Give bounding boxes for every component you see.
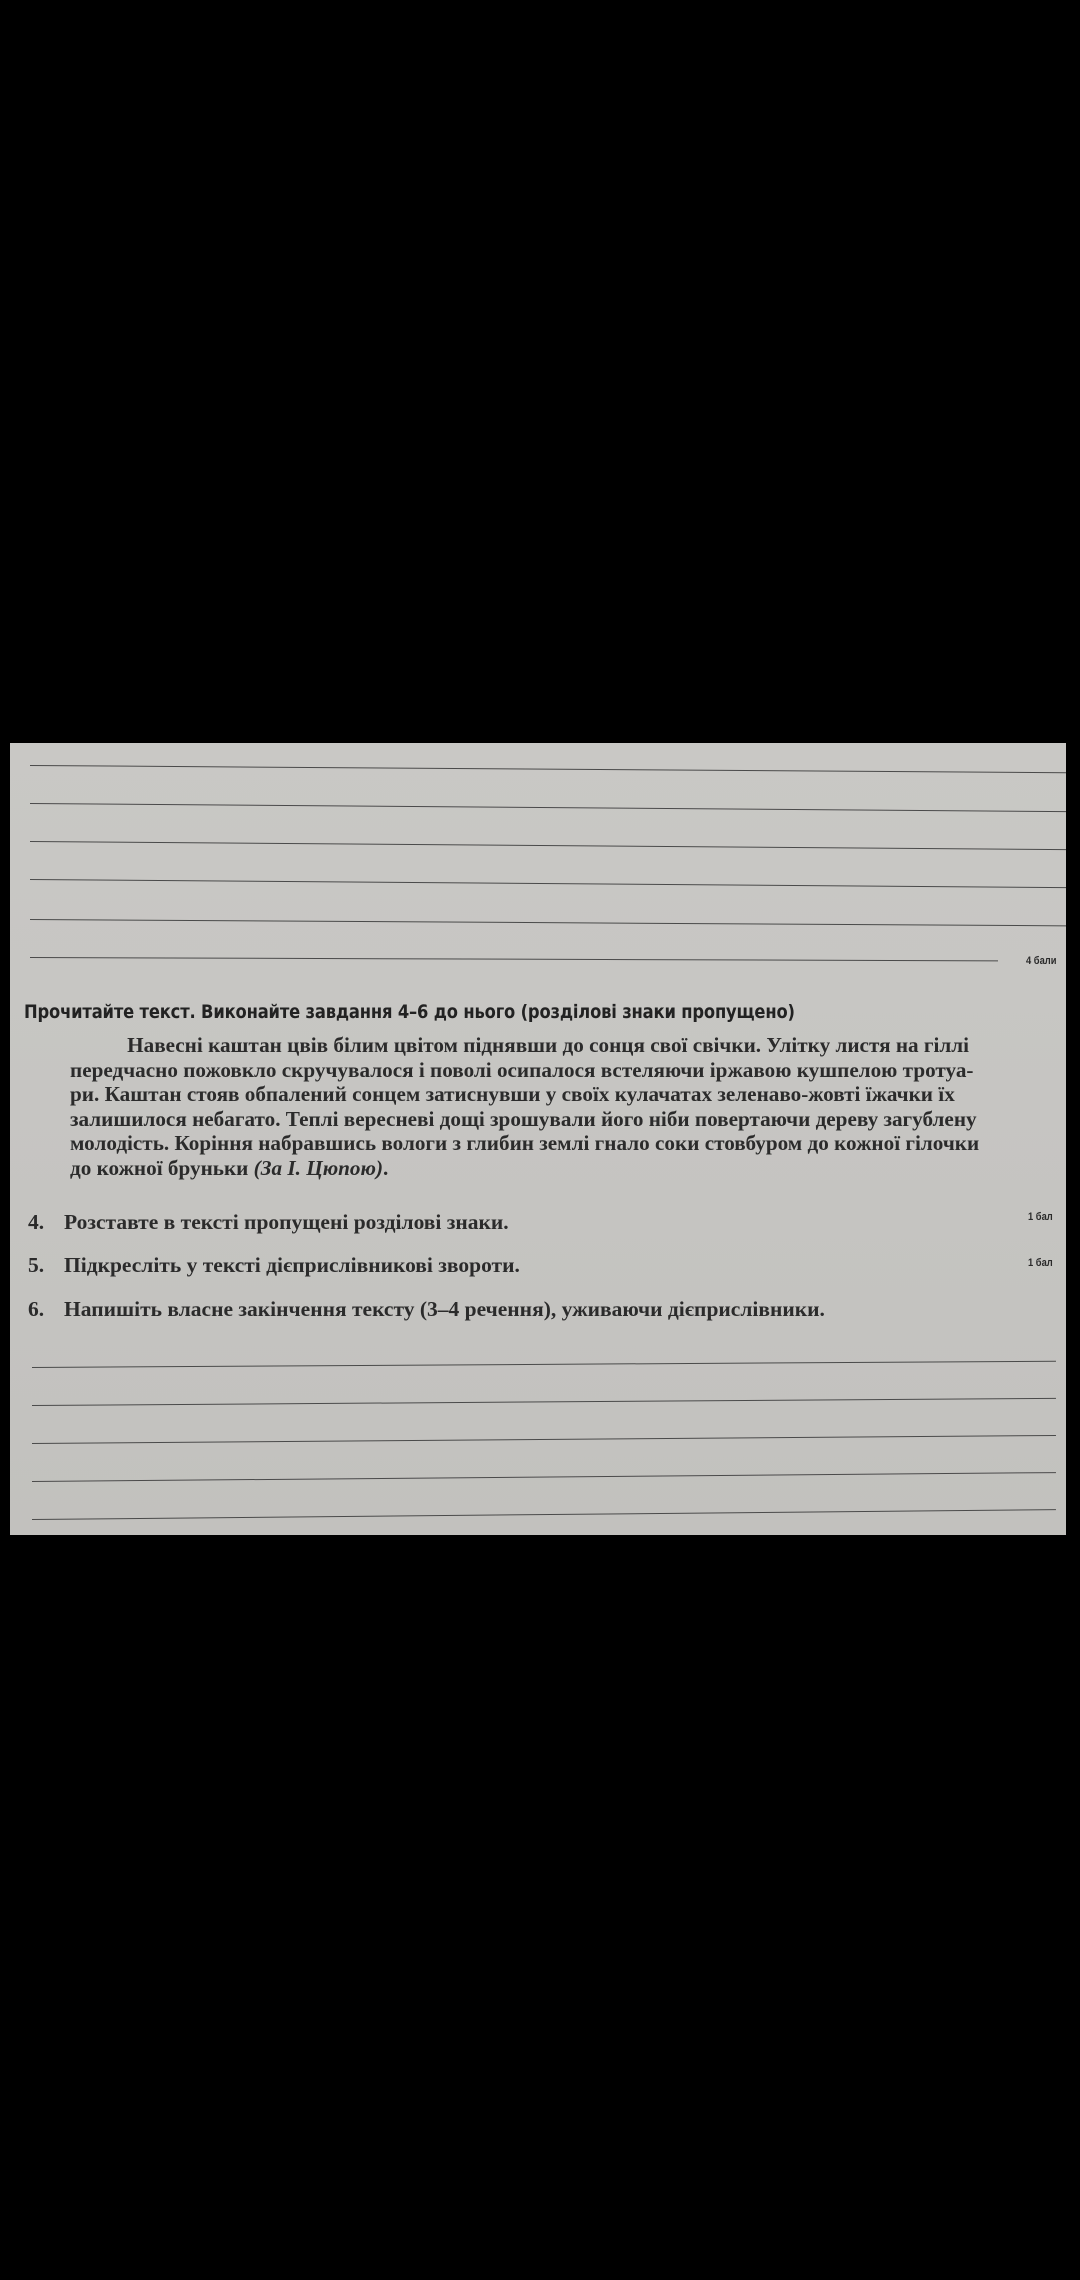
task-number: 6. <box>28 1297 45 1321</box>
passage-last-line <box>70 1156 1059 1181</box>
task-text: Розставте в тексті пропущені розділові знаки. <box>64 1210 509 1234</box>
answer-line <box>30 957 998 961</box>
score-task-4: 1 бал <box>1028 1211 1053 1223</box>
answer-line <box>32 1361 1056 1368</box>
answer-line <box>30 765 1066 773</box>
answer-line <box>32 1509 1056 1520</box>
answer-line <box>32 1472 1056 1482</box>
passage-line-text: до кожної бруньки <box>70 1155 249 1180</box>
task-text: Підкресліть у тексті дієприслівникові звороти. <box>64 1253 520 1277</box>
answer-line <box>30 919 1066 926</box>
answer-line <box>30 803 1066 812</box>
score-previous-task: 4 бали <box>1026 955 1057 967</box>
passage-line: ри. Каштан стояв обпалений сонцем затиснувши у своїх кулачатах зеленаво-жовті їжачки їх <box>70 1082 955 1106</box>
task-text: Напишіть власне закінчення тексту (3–4 речення), уживаючи дієприслівники. <box>64 1297 825 1321</box>
task-6 <box>28 1297 825 1322</box>
passage-line: передчасно пожовкло скручувалося і поволі осипалося встеляючи іржавою кушпелою тротуа- <box>70 1057 974 1082</box>
task-4 <box>28 1210 509 1235</box>
passage-end-mark: . <box>383 1155 389 1180</box>
passage-line: залишилося небагато. Теплі вересневі дощі зрошували його ніби повертаючи дереву загублену <box>70 1106 977 1131</box>
task-number: 4. <box>28 1210 45 1234</box>
score-task-5: 1 бал <box>1028 1257 1053 1269</box>
answer-line <box>30 879 1066 888</box>
answer-line <box>30 841 1066 850</box>
passage-author: (За І. Цюпою) <box>253 1155 384 1180</box>
passage-line: Навесні каштан цвів білим цвітом піднявши до сонця свої свічки. Улітку листя на гіллі <box>127 1033 970 1057</box>
section-heading: Прочитайте текст. Виконайте завдання 4–6 до нього (розділові знаки пропущено) <box>24 1001 795 1023</box>
passage-line: молодість. Коріння набравшись вологи з глибин землі гнало соки стовбуром до кожної гілочки <box>70 1131 980 1155</box>
task-number: 5. <box>28 1253 45 1277</box>
worksheet-photo <box>10 743 1066 1535</box>
answer-line <box>32 1398 1056 1406</box>
answer-line <box>32 1435 1056 1444</box>
task-5 <box>28 1253 520 1278</box>
reading-passage <box>70 1033 1059 1180</box>
